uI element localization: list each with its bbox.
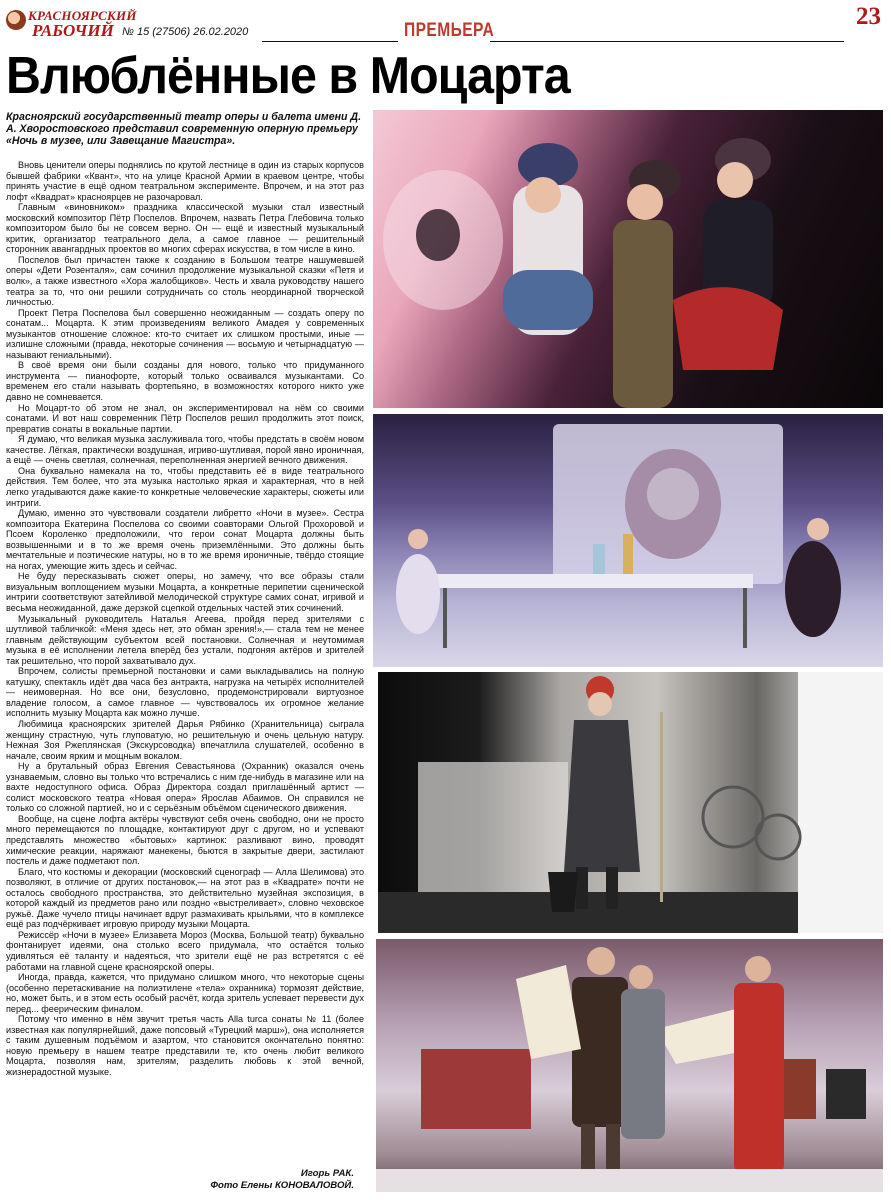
stage-photo-4 [376,939,883,1192]
stage-photo-1 [373,110,883,408]
article-paragraph: Вообще, на сцене лофта актёры чувствуют себя очень свободно, они не просто много перемещаются по площадке, контактируют друг с другом, но и успевают представлять множество «бытовых» картинок: разливают вино, проводят химические реакции, наряжают манекены, бьются в закрытые двери, застилают постель и даже подметают пол. [6,813,364,867]
article-paragraph: Режиссёр «Ночи в музее» Елизавета Мороз (Москва, Большой театр) буквально фонтанирует идеями, она столько всего придумала, что остаётся только удивляться её таланту и надеяться, что зрители ещё не раз встретятся с её работами на главной сцене красноярской оперы. [6,929,364,972]
photo-4-stage [376,939,883,1192]
stage-photo-3 [378,672,883,933]
article-paragraph: Не буду пересказывать сюжет оперы, но замечу, что все образы стали визуальным воплощением музыки Моцарта, а конкретные перипетии сценической интриги соответствуют затейливой мелодической структуре самих сонат, игривой и весьма неожиданной, даже дерзкой сцепкой отдельных частей этих сочинений. [6,571,364,613]
article-paragraph: Главным «виновником» праздника классической музыки стал известный московский композитор Пётр Поспелов. Впрочем, назвать Петра Глебовича только композитором было бы не совсем верно. Он — ещё и известный музыкальный критик, организатор театрального дела, а самое главное — решительный сторонник авангардных проектов во многих сферах искусства, в том числе в кино. [6,202,364,255]
article-paragraph: Впрочем, солисты премьерной постановки и сами выкладывались на полную катушку, спектакль идёт два часа без антракта, нагрузка на четырёх исполнителей — неимоверная. Но все они, безусловно, продемонстрировали виртуозное владение голосом, а самое главное — чувствовалось их огромное желание исполнить музыку Моцарта как можно лучше. [6,666,364,719]
article-paragraph: Она буквально намекала на то, чтобы представить её в виде театрального действия. Тем более, что эта музыка настолько яркая и характерная, что в ней легко угадываются даже какие-то конкретные человеческие характеры, сюжеты или интриги. [6,465,364,508]
logo-line1: КРАСНОЯРСКИЙ [28,8,137,23]
article-paragraph: Благо, что костюмы и декорации (московский сценограф — Алла Шелимова) это позволяют, в отличие от других постановок,— на этот раз в «Квадрате» почти не осталось свободного пространства, это действительно музейная экспозиция, в которой каждый из предметов рано или поздно «выстреливает», словно чеховское ружьё. Даже чучело птицы начинает вдруг размахивать крыльями, что в комплексе ещё раз подчёркивает игровую природу музыки Моцарта. [6,866,364,930]
logo-line2: РАБОЧИЙ [32,21,114,40]
article-paragraph: Думаю, именно это чувствовали создатели либретто «Ночи в музее». Сестра композитора Екатерина Поспелова со своими соавторами Ольгой Прохоровой и Псоем Короленко предположили, что герои сонат Моцарта должны быть возвышенными и в то же время очень приземлёнными. Это должны быть мечтательные и поэтические натуры, но в то же время ироничные, твёрдо стоящие на ногах, умеющие жить здесь и сейчас. [6,508,364,571]
article-paragraph: Музыкальный руководитель Наталья Агеева, пройдя перед зрителями с шутливой табличкой: «Меня здесь нет, это обман зрения!»,— стала тем не менее главным действующим субъектом всей постановки. Солнечная и неутомимая музыка в её исполнении летела вперёд без устали, подгоняя актёров и зрителей так решительно, что порой захватывало дух. [6,613,364,666]
article-headline: Влюблённые в Моцарта [6,47,570,105]
article-paragraph: Ну а брутальный образ Евгения Севастьянова (Охранник) оказался очень узнаваемым, словно вы только что встречались с ним где-нибудь в магазине или на вахте недоступного офиса. Образ Директора создал приглашённый артист — солист московского театра «Новая опера» Ярослав Абаимов. Он справился не только со сложной партией, но и с серьёзным объёмом сценического движения. [6,761,364,814]
photo-credit: Фото Елены КОНОВАЛОВОЙ. [210,1180,354,1191]
article-paragraph: Проект Петра Поспелова был совершенно неожиданным — создать оперу по сонатам... Моцарта. К этим произведениям великого Амадея у современных музыкантов отношение сложное: кто-то считает их слишком простыми, иные — излишне сложными (правда, некоторые сочинения — восьмую и четырнадцатую — называют гениальными). [6,307,364,360]
article-paragraph: Поспелов был причастен также к созданию в Большом театре нашумевшей оперы «Дети Розенталя», сам сочинил продолжение музыкальной сказки «Петя и волк», а также известного «Хора жалобщиков». Честь и хвала руководству нашего театра за то, что они решили сотрудничать со столь неординарной творческой личностью. [6,254,364,308]
issue-info: № 15 (27506) 26.02.2020 [122,26,249,38]
header-rule-left [262,41,398,42]
article-lead: Красноярский государственный театр оперы и балета имени Д. А. Хворостовского представил современную оперную премьеру «Ночь в музее, или Завещание Магистра». [6,111,362,148]
header-rule-right [490,41,844,42]
photo-3-stage [378,672,883,933]
logo-emblem-icon [6,10,26,30]
article-paragraph: Потому что именно в нём звучит третья часть Alla turca сонаты № 11 (более известная как популярнейший, даже попсовый «Турецкий марш»), она исполняется с таким душевным подъёмом и азартом, что становится окончательно понятно: новую премьеру в нашем театре представили те, кто очень любит великого Моцарта, позволяя нам, зрителям, разделить любовь к этой вечной, жизнерадостной музыке. [6,1014,364,1078]
stage-photo-2 [373,414,883,667]
photo-1-figures [373,110,883,408]
article-paragraph: Вновь ценители оперы поднялись по крутой лестнице в один из старых корпусов бывшей фабрики «Квант», что на улице Красной Армии в краевом центре, чтобы принять участие в ещё одном театральном эксперименте. Впрочем, и на этот раз лофт «Квадрат» красноярцев не разочаровал. [6,160,364,202]
author-signature: Игорь РАК. [300,1168,354,1179]
article-paragraph: Но Моцарт-то об этом не знал, он экспериментировал на нём со своими сонатами. И вот наш современник Пётр Поспелов решил продолжить этот поиск, превратив сонаты в вокальные партии. [6,402,364,434]
page-number: 23 [856,3,881,30]
page-header [0,0,891,50]
article-paragraph: Иногда, правда, кажется, что придумано слишком много, что некоторые сцены (особенно перетаскивание на полиэтилене «тела» охранника) тормозят действие, но, может быть, и в этом есть особый расчёт, когда зритель успевает перевести дух перед... феерическим финалом. [6,972,364,1014]
article-paragraph: Я думаю, что великая музыка заслуживала того, чтобы предстать в своём новом качестве. Лёгкая, практически воздушная, игриво-шутливая, порой явно ироничная, а ещё — очень светлая, солнечная, переполненная энергией вечного движения. [6,434,364,466]
article-paragraph: В своё время они были созданы для нового, только что придуманного инструмента — пианофорте, который только осваивался музыкантами. Со временем его стали называть фортепьяно, в возможностях которого никто уже давно не сомневается. [6,360,364,403]
article-body [6,160,364,1078]
photo-2-stage [373,414,883,667]
article-paragraph: Любимица красноярских зрителей Дарья Рябинко (Хранительница) сыграла женщину страстную, чуть глуповатую, но решительную и очень цельную натуру. Нежная Зоя Ржеплянская (Экскурсоводка) впечатлила слушателей, особенно в начале, своим ярким и мощным вокалом. [6,718,364,761]
newspaper-logo [6,6,137,42]
section-label: ПРЕМЬЕРА [404,20,495,41]
